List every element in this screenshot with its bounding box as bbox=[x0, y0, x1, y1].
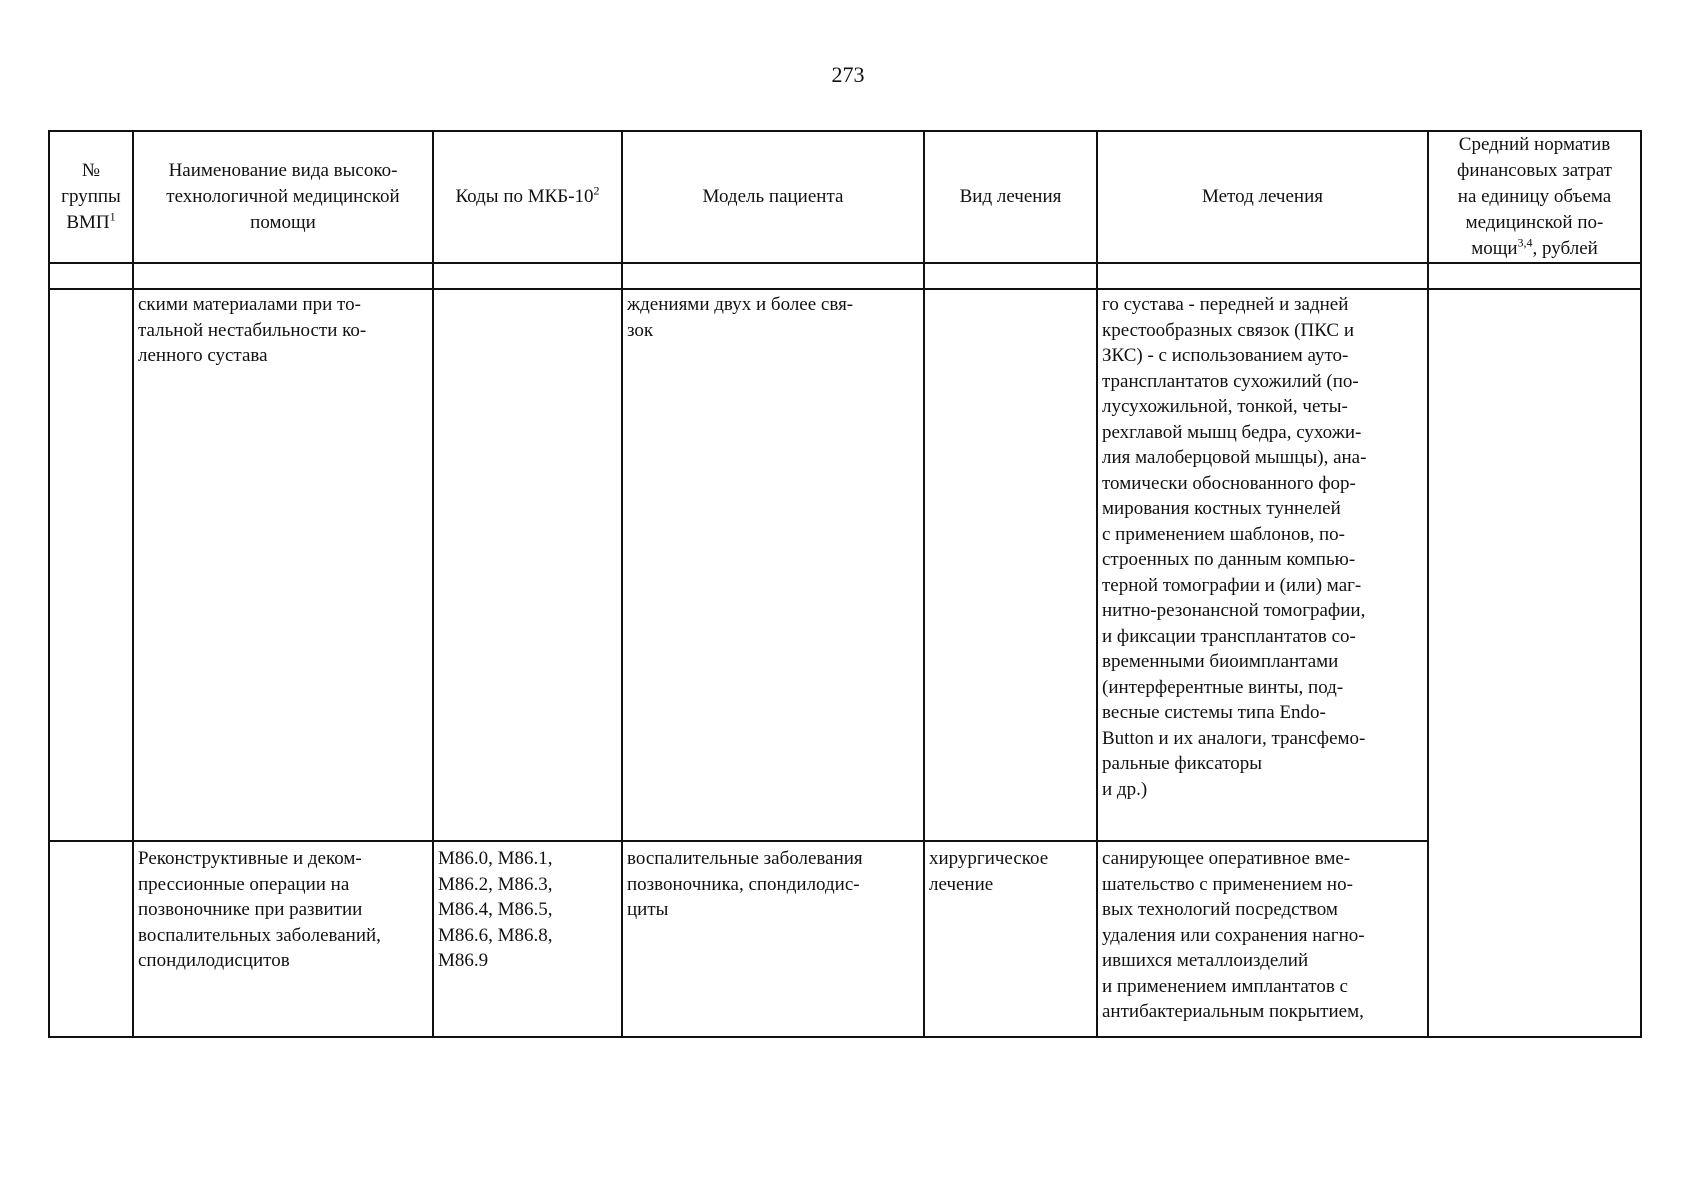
table-spacer-row bbox=[49, 263, 1641, 289]
cell-treatment-method: санирующее оперативное вме- шательство с применением но- вых технологий посредством удаления или сохранения нагно- ившихся металлоизделий и применением имплантатов с антибактериальным покрытием, bbox=[1097, 841, 1428, 1037]
page-number: 273 bbox=[831, 62, 865, 87]
header-treatment-method: Метод лечения bbox=[1097, 131, 1428, 263]
header-patient-model: Модель пациента bbox=[622, 131, 924, 263]
vmp-table bbox=[48, 130, 1642, 1038]
table-row bbox=[49, 289, 1641, 841]
cell-patient-model: воспалительные заболевания позвоночника, спондилодис- циты bbox=[622, 841, 924, 1037]
cell-patient-model: ждениями двух и более свя- зок bbox=[622, 289, 924, 841]
header-treatment-type: Вид лечения bbox=[924, 131, 1097, 263]
header-group-number: № группы ВМП$^1$ bbox=[49, 131, 133, 263]
cell-icd-codes bbox=[433, 289, 622, 841]
header-financial-standard: Средний норматив финансовых затрат на единицу объема медицинской по- мощи$^{3,4}$, рублей bbox=[1428, 131, 1641, 263]
cell-financial-standard bbox=[1428, 289, 1641, 1037]
table-row bbox=[49, 841, 1641, 1037]
cell-care-type-name: Реконструктивные и деком- прессионные операции на позвоночнике при развитии воспалительных заболеваний, спондилодисцитов bbox=[133, 841, 433, 1037]
header-icd-codes: Коды по МКБ-$10^2$ bbox=[433, 131, 622, 263]
header-care-type-name: Наименование вида высоко- технологичной медицинской помощи bbox=[133, 131, 433, 263]
cell-icd-codes: M86.0, M86.1, M86.2, M86.3, M86.4, M86.5, M86.6, M86.8, M86.9 bbox=[433, 841, 622, 1037]
table-header-row bbox=[49, 131, 1641, 263]
cell-group-number bbox=[49, 841, 133, 1037]
cell-care-type-name: скими материалами при то- тальной нестабильности ко- ленного сустава bbox=[133, 289, 433, 841]
cell-treatment-type: хирургическое лечение bbox=[924, 841, 1097, 1037]
cell-treatment-method: го сустава - передней и задней крестообразных связок (ПКС и ЗКС) - с использованием ауто- трансплантатов сухожилий (по- лусухожильной, тонкой, четы- рехглавой мышц бедра, сухожи- лия малоберцовой мышцы), ана- томически обоснованного фор- мирования костных туннелей с применением шаблонов, по- строенных по данным компью- терной томографии и (или) маг- нитно-резонансной томографии, и фиксации трансплантатов со- временными биоимплантами (интерферентные винты, под- весные системы типа Endo- Button и их аналоги, трансфемо- ральные фиксаторы и др.) bbox=[1097, 289, 1428, 841]
cell-treatment-type bbox=[924, 289, 1097, 841]
cell-group-number bbox=[49, 289, 133, 841]
